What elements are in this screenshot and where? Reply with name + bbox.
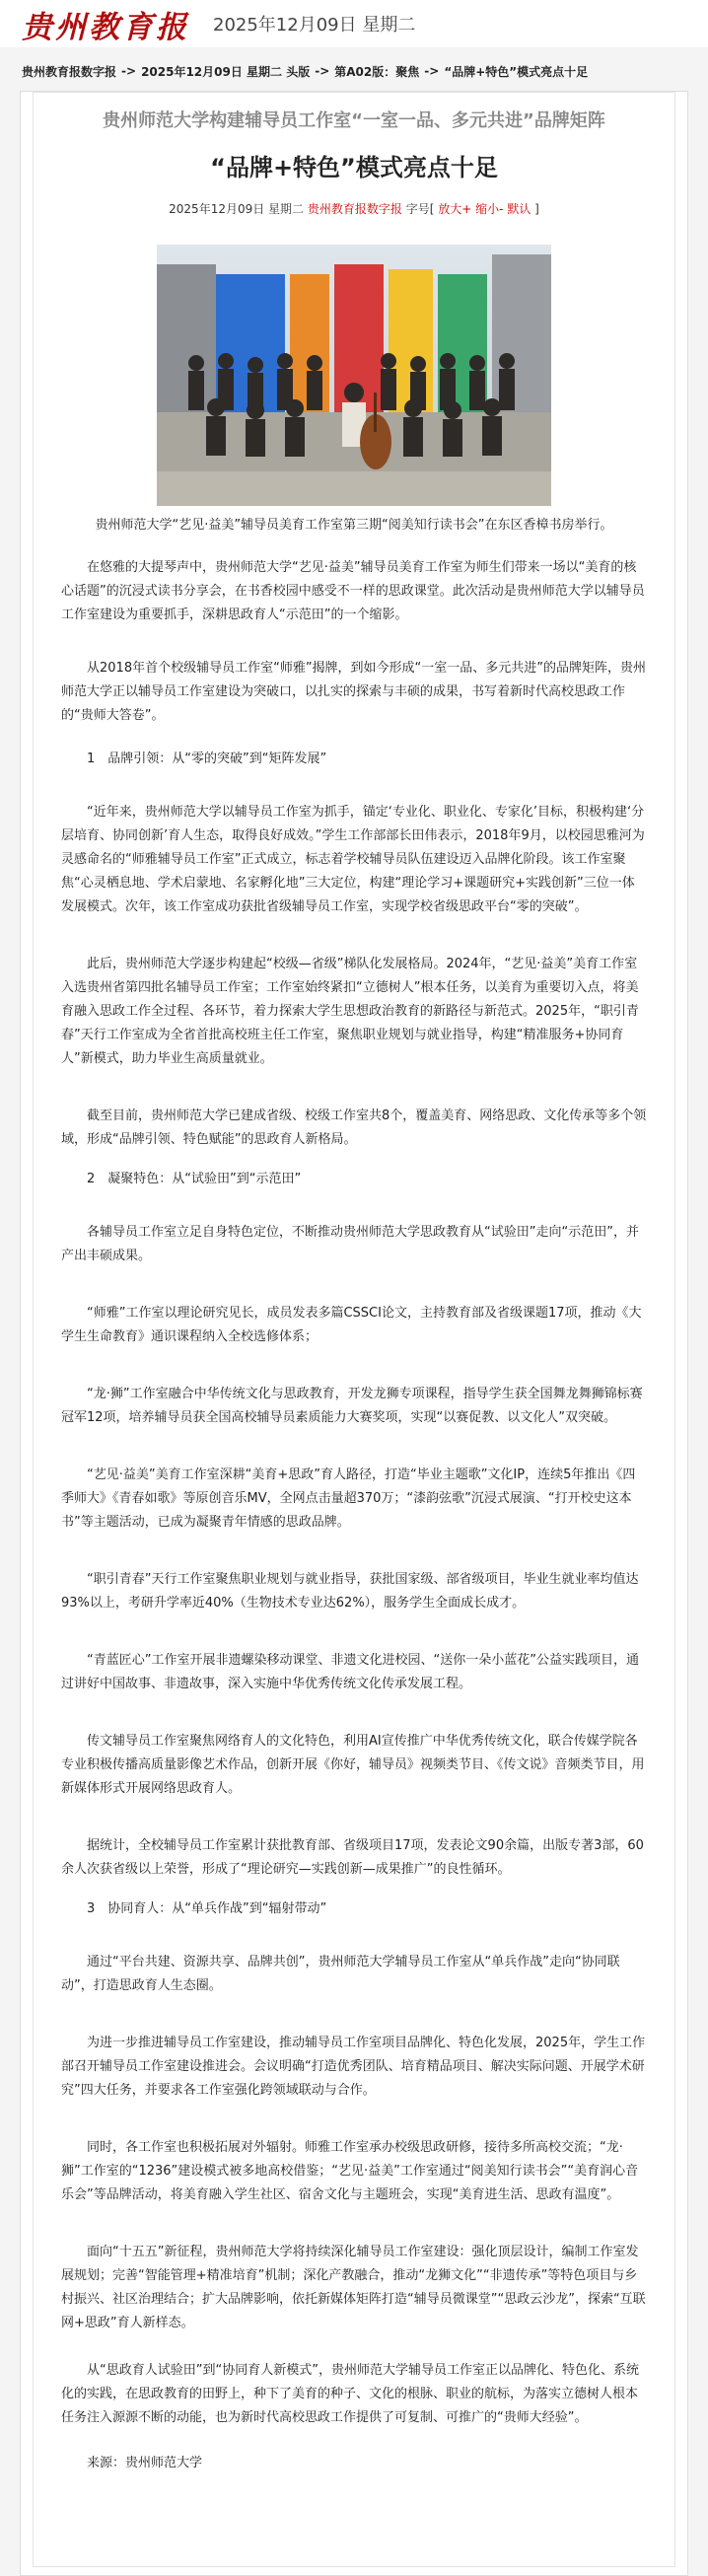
paragraph: “近年来，贵州师范大学以辅导员工作室为抓手，锚定‘专业化、职业化、专家化’目标，积极构建‘分层培育、协同创新’育人生态，取得良好成效。”学生工作部部长田伟表示，2018年9月，以校园思雅河为灵感命名的“师雅辅导员工作室”正式成立，标志着学校辅导员队伍建设迈入品牌化阶段。该工作室聚焦“心灵栖息地、学术启蒙地、名家孵化地”三大定位，构建“理论学习+课题研究+实践创新”三位一体发展模式。次年，该工作室成功获批省级辅导员工作室，实现学校省级思政平台“零的突破”。 [61,805,645,914]
photo-caption: 贵州师范大学“艺见·益美”辅导员美育工作室第三期“阅美知行读书会”在东区香樟书房举行。 [95,518,613,533]
paragraph: 为进一步推进辅导员工作室建设，推动辅导员工作室项目品牌化、特色化发展，2025年，学生工作部召开辅导员工作室建设推进会。会议明确“打造优秀团队、培育精品项目、解决实际问题、开展学术研究”四大任务，并要求各工作室强化跨领域联动与合作。 [61,2036,646,2098]
breadcrumb-section[interactable]: 第A02版：聚焦 [334,64,420,79]
breadcrumb-separator: -> [315,64,330,78]
paragraph: 面向“十五五”新征程，贵州师范大学将持续深化辅导员工作室建设：强化顶层设计，编制工作室发展规划；完善“智能管理+精准培育”机制；深化产教融合，推动“龙狮文化”“非遗传承”等特色项目与乡村振兴、社区治理结合；扩大品牌影响，依托新媒体矩阵打造“辅导员微课堂”“思政云沙龙”，探索“互联网+思政”育人新样态。 [61,2245,646,2330]
paragraph: “青蓝匠心”工作室开展非遗螺染移动课堂、非遗文化进校园、“送你一朵小蓝花”公益实践项目，通过讲好中国故事、非遗故事，深入实施中华优秀传统文化传承发展工程。 [61,1653,639,1691]
paragraph: “龙·狮”工作室融合中华传统文化与思政教育，开发龙狮专项课程，指导学生获全国舞龙舞狮锦标赛冠军12项，培养辅导员获全国高校辅导员素质能力大赛奖项，实现“以赛促教、以文化人”双突破。 [61,1387,643,1425]
section-heading: 1 品牌引领：从“零的突破”到“矩阵发展” [87,751,327,766]
breadcrumb-current: “品牌+特色”模式亮点十足 [444,64,589,79]
default-font-button[interactable]: 默认 [507,202,531,216]
font-size-label: 字号[ [405,202,435,216]
paragraph: 通过“平台共建、资源共享、品牌共创”，贵州师范大学辅导员工作室从“单兵作战”走向“协同联动”，打造思政育人生态圈。 [61,1955,620,1993]
article-source: 来源：贵州师范大学 [87,2456,203,2470]
section-heading: 2 凝聚特色：从“试验田”到“示范田” [87,1172,302,1186]
breadcrumb-issue[interactable]: 2025年12月09日 星期二 头版 [141,64,311,79]
article-subtitle: 贵州师范大学构建辅导员工作室“一室一品、多元共进”品牌矩阵 [103,110,605,131]
article-paper [20,91,688,2576]
paragraph: 据统计，全校辅导员工作室累计获批教育部、省级项目17项，发表论文90余篇，出版专著3部，60余人次获省级以上荣誉，形成了“理论研究—实践创新—成果推广”的良性循环。 [61,1838,644,1877]
paragraph: 同时，各工作室也积极拓展对外辐射。师雅工作室承办校级思政研修，接待多所高校交流；“龙·狮”工作室的“1236”建设模式被多地高校借鉴；“艺见·益美”工作室通过“阅美知行读书会”“美育润心音乐会”等品牌活动，将美育融入学生社区、宿舍文化与主题班会，实现“美育进生活、思政有温度”。 [61,2140,639,2202]
paragraph: “职引青春”天行工作室聚焦职业规划与就业指导，获批国家级、部省级项目，毕业生就业率均值达93%以上，考研升学率近40%（生物技术专业达62%），服务学生全面成长成才。 [61,1572,639,1610]
paragraph: 此后，贵州师范大学逐步构建起“校级—省级”梯队化发展格局。2024年，“艺见·益美”美育工作室入选贵州省第四批名辅导员工作室；工作室始终紧扣“立德树人”根本任务，以美育为重要切入点，将美育融入思政工作全过程、各环节，着力探索大学生思想政治教育的新路径与新范式。2025年，“职引青春”天行工作室成为全省首批高校班主任工作室，聚焦职业规划与就业指导，构建“精准服务+协同育人”新模式，助力毕业生高质量就业。 [61,957,639,1066]
breadcrumb [22,57,686,85]
article-source-link[interactable]: 贵州教育报数字报 [307,202,402,216]
breadcrumb-home[interactable]: 贵州教育报数字报 [22,64,117,79]
paragraph: “师雅”工作室以理论研究见长，成员发表多篇CSSCI论文，主持教育部及省级课题17项，推动《大学生生命教育》通识课程纳入全校选修体系； [61,1306,642,1344]
paragraph: 在悠雅的大提琴声中，贵州师范大学“艺见·益美”辅导员美育工作室为师生们带来一场以“美育的核心话题”的沉浸式读书分享会，在书香校园中感受不一样的思政课堂。此次活动是贵州师范大学以辅导员工作室建设为重要抓手，深耕思政育人“示范田”的一个缩影。 [61,560,645,622]
breadcrumb-separator: -> [424,64,440,78]
article-date: 2025年12月09日 星期二 [169,202,305,216]
newspaper-logo[interactable]: 贵州教育报 [22,9,189,45]
paragraph: 各辅导员工作室立足自身特色定位，不断推动贵州师范大学思政教育从“试验田”走向“示范田”，并产出丰硕成果。 [61,1225,639,1263]
paragraph: 从“思政育人试验田”到“协同育人新模式”，贵州师范大学辅导员工作室正以品牌化、特色化、系统化的实践，在思政教育的田野上，种下了美育的种子、文化的根脉、职业的航标，为落实立德树人根本任务注入源源不断的动能，也为新时代高校思政工作提供了可复制、可推广的“贵师大经验”。 [61,2363,639,2425]
font-size-label-end: ] [534,202,539,216]
article-body [34,556,674,2475]
masthead [0,0,708,47]
article-photo [157,245,551,506]
enlarge-font-button[interactable]: 放大+ [438,202,472,216]
shrink-font-button[interactable]: 缩小- [475,202,504,216]
article-container [33,92,675,2567]
paragraph: 从2018年首个校级辅导员工作室“师雅”揭牌，到如今形成“一室一品、多元共进”的品牌矩阵，贵州师范大学正以辅导员工作室建设为突破口，以扎实的探索与丰硕的成果，书写着新时代高校思政工作的“贵师大答卷”。 [61,661,647,723]
article-meta [34,200,674,217]
paragraph: “艺见·益美”美育工作室深耕“美育+思政”育人路径，打造“毕业主题歌”文化IP，连续5年推出《四季师大》《青春如歌》等原创音乐MV，全网点击量超370万；“漆韵弦歌”沉浸式展演、“打开校史这本书”等主题活动，已成为凝聚青年情感的思政品牌。 [61,1467,636,1530]
paragraph: 截至目前，贵州师范大学已建成省级、校级工作室共8个，覆盖美育、网络思政、文化传承等多个领域，形成“品牌引领、特色赋能”的思政育人新格局。 [61,1109,647,1147]
article-title: “品牌+特色”模式亮点十足 [210,154,498,181]
section-heading: 3 协同育人：从“单兵作战”到“辐射带动” [87,1901,327,1916]
breadcrumb-separator: -> [121,64,137,78]
paragraph: 传文辅导员工作室聚焦网络育人的文化特色，利用AI宣传推广中华优秀传统文化，联合传媒学院各专业积极传播高质量影像艺术作品，创新开展《你好，辅导员》视频类节目、《传文说》音频类节目，用新媒体形式开展网络思政育人。 [61,1734,645,1796]
masthead-date: 2025年12月09日 星期二 [213,15,416,36]
